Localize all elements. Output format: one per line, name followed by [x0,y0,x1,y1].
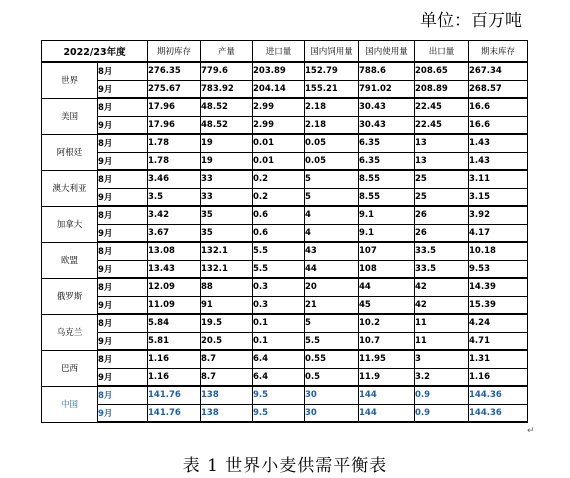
value-cell: 25 [415,188,469,206]
column-header: 出口量 [415,41,469,63]
value-cell: 1.16 [148,350,201,368]
value-cell: 3.46 [148,170,201,188]
header-row [42,41,528,63]
value-cell: 9.53 [469,260,528,278]
value-cell: 0.3 [253,296,305,314]
table-row [42,152,528,170]
table-row [42,98,528,116]
value-cell: 2.99 [253,98,305,116]
value-cell: 1.16 [469,368,528,386]
value-cell: 42 [415,278,469,296]
table-row [42,242,528,260]
value-cell: 15.39 [469,296,528,314]
value-cell: 6.35 [359,134,415,152]
month-cell: 9月 [98,404,148,422]
value-cell: 20.5 [201,332,253,350]
value-cell: 10.18 [469,242,528,260]
value-cell: 13.43 [148,260,201,278]
value-cell: 5.5 [253,242,305,260]
month-cell: 8月 [98,170,148,188]
month-cell: 9月 [98,368,148,386]
value-cell: 141.76 [148,386,201,404]
value-cell: 208.89 [415,80,469,98]
value-cell: 22.45 [415,116,469,134]
value-cell: 48.52 [201,116,253,134]
month-cell: 8月 [98,206,148,224]
value-cell: 0.5 [305,368,359,386]
month-cell: 9月 [98,224,148,242]
country-cell: 澳大利亚 [42,170,98,206]
country-cell: 欧盟 [42,242,98,278]
value-cell: 783.92 [201,80,253,98]
value-cell: 33.5 [415,242,469,260]
value-cell: 108 [359,260,415,278]
value-cell: 5.5 [253,260,305,278]
value-cell: 5 [305,314,359,332]
value-cell: 10.7 [359,332,415,350]
value-cell: 144.36 [469,386,528,404]
value-cell: 11 [415,314,469,332]
value-cell: 20 [305,278,359,296]
value-cell: 0.6 [253,206,305,224]
country-cell: 中国 [42,386,98,422]
value-cell: 17.96 [148,116,201,134]
value-cell: 0.05 [305,134,359,152]
country-cell: 世界 [42,62,98,98]
value-cell: 9.5 [253,404,305,422]
table-row [42,170,528,188]
value-cell: 155.21 [305,80,359,98]
value-cell: 4.17 [469,224,528,242]
value-cell: 1.43 [469,152,528,170]
value-cell: 0.1 [253,314,305,332]
value-cell: 5 [305,188,359,206]
value-cell: 91 [201,296,253,314]
value-cell: 0.6 [253,224,305,242]
value-cell: 144.36 [469,404,528,422]
table-row [42,80,528,98]
country-cell: 美国 [42,98,98,134]
column-header: 期末库存 [469,41,528,63]
value-cell: 48.52 [201,98,253,116]
value-cell: 13.08 [148,242,201,260]
value-cell: 0.9 [415,404,469,422]
value-cell: 8.55 [359,188,415,206]
value-cell: 4 [305,206,359,224]
value-cell: 5 [305,170,359,188]
value-cell: 44 [359,278,415,296]
column-header: 国内使用量 [359,41,415,63]
table-row [42,278,528,296]
value-cell: 3 [415,350,469,368]
month-cell: 9月 [98,116,148,134]
value-cell: 26 [415,224,469,242]
month-cell: 9月 [98,296,148,314]
value-cell: 17.96 [148,98,201,116]
table-row [42,188,528,206]
table-row [42,296,528,314]
country-cell: 乌克兰 [42,314,98,350]
value-cell: 11.95 [359,350,415,368]
value-cell: 13 [415,134,469,152]
table-row [42,134,528,152]
month-cell: 8月 [98,350,148,368]
value-cell: 0.9 [415,386,469,404]
table-row [42,260,528,278]
value-cell: 8.7 [201,368,253,386]
value-cell: 203.89 [253,62,305,80]
value-cell: 13 [415,152,469,170]
value-cell: 276.35 [148,62,201,80]
value-cell: 0.01 [253,152,305,170]
value-cell: 19 [201,152,253,170]
value-cell: 0.3 [253,278,305,296]
value-cell: 35 [201,224,253,242]
value-cell: 152.79 [305,62,359,80]
value-cell: 138 [201,386,253,404]
value-cell: 33 [201,170,253,188]
month-cell: 8月 [98,134,148,152]
table-caption: 表 1 世界小麦供需平衡表 [182,456,388,476]
value-cell: 0.2 [253,188,305,206]
value-cell: 791.02 [359,80,415,98]
table-body [42,62,528,422]
table-row [42,386,528,404]
value-cell: 1.31 [469,350,528,368]
value-cell: 204.14 [253,80,305,98]
value-cell: 9.1 [359,224,415,242]
value-cell: 2.18 [305,98,359,116]
table-row [42,332,528,350]
wheat-balance-table [41,40,528,423]
column-header: 产量 [201,41,253,63]
value-cell: 22.45 [415,98,469,116]
value-cell: 26 [415,206,469,224]
value-cell: 3.67 [148,224,201,242]
value-cell: 208.65 [415,62,469,80]
corner-header: 2022/23年度 [42,41,148,63]
value-cell: 3.92 [469,206,528,224]
table-row [42,62,528,80]
month-cell: 9月 [98,188,148,206]
value-cell: 19 [201,134,253,152]
value-cell: 0.2 [253,170,305,188]
value-cell: 16.6 [469,116,528,134]
table-row [42,404,528,422]
month-cell: 8月 [98,278,148,296]
value-cell: 4.24 [469,314,528,332]
value-cell: 3.5 [148,188,201,206]
value-cell: 138 [201,404,253,422]
value-cell: 144 [359,404,415,422]
table-row [42,116,528,134]
value-cell: 11.9 [359,368,415,386]
value-cell: 6.4 [253,350,305,368]
value-cell: 1.78 [148,152,201,170]
value-cell: 14.39 [469,278,528,296]
value-cell: 4 [305,224,359,242]
country-cell: 加拿大 [42,206,98,242]
value-cell: 3.42 [148,206,201,224]
value-cell: 5.5 [305,332,359,350]
value-cell: 268.57 [469,80,528,98]
value-cell: 30.43 [359,98,415,116]
value-cell: 141.76 [148,404,201,422]
value-cell: 2.99 [253,116,305,134]
value-cell: 0.05 [305,152,359,170]
value-cell: 107 [359,242,415,260]
value-cell: 5.81 [148,332,201,350]
value-cell: 30.43 [359,116,415,134]
value-cell: 779.6 [201,62,253,80]
value-cell: 30 [305,404,359,422]
table-row [42,314,528,332]
month-cell: 8月 [98,98,148,116]
value-cell: 88 [201,278,253,296]
unit-label: 单位：百万吨 [420,11,522,31]
value-cell: 0.55 [305,350,359,368]
value-cell: 6.4 [253,368,305,386]
value-cell: 9.5 [253,386,305,404]
table-row [42,368,528,386]
value-cell: 42 [415,296,469,314]
month-cell: 8月 [98,62,148,80]
value-cell: 8.7 [201,350,253,368]
value-cell: 9.1 [359,206,415,224]
value-cell: 0.1 [253,332,305,350]
value-cell: 11 [415,332,469,350]
country-cell: 阿根廷 [42,134,98,170]
value-cell: 25 [415,170,469,188]
month-cell: 9月 [98,152,148,170]
month-cell: 9月 [98,80,148,98]
value-cell: 788.6 [359,62,415,80]
month-cell: 8月 [98,242,148,260]
value-cell: 33.5 [415,260,469,278]
table-row [42,350,528,368]
country-cell: 巴西 [42,350,98,386]
value-cell: 3.15 [469,188,528,206]
value-cell: 45 [359,296,415,314]
value-cell: 8.55 [359,170,415,188]
value-cell: 132.1 [201,242,253,260]
value-cell: 0.01 [253,134,305,152]
column-header: 期初库存 [148,41,201,63]
value-cell: 44 [305,260,359,278]
table-row [42,224,528,242]
month-cell: 8月 [98,314,148,332]
value-cell: 43 [305,242,359,260]
country-cell: 俄罗斯 [42,278,98,314]
value-cell: 16.6 [469,98,528,116]
value-cell: 144 [359,386,415,404]
month-cell: 8月 [98,386,148,404]
value-cell: 132.1 [201,260,253,278]
value-cell: 5.84 [148,314,201,332]
value-cell: 275.67 [148,80,201,98]
return-mark-icon: ↵ [527,426,535,436]
value-cell: 11.09 [148,296,201,314]
value-cell: 1.78 [148,134,201,152]
value-cell: 33 [201,188,253,206]
value-cell: 30 [305,386,359,404]
month-cell: 9月 [98,332,148,350]
table-row [42,206,528,224]
value-cell: 267.34 [469,62,528,80]
value-cell: 10.2 [359,314,415,332]
value-cell: 12.09 [148,278,201,296]
value-cell: 2.18 [305,116,359,134]
value-cell: 1.16 [148,368,201,386]
value-cell: 3.2 [415,368,469,386]
value-cell: 6.35 [359,152,415,170]
value-cell: 4.71 [469,332,528,350]
column-header: 国内饲用量 [305,41,359,63]
value-cell: 3.11 [469,170,528,188]
month-cell: 9月 [98,260,148,278]
value-cell: 35 [201,206,253,224]
value-cell: 21 [305,296,359,314]
column-header: 进口量 [253,41,305,63]
value-cell: 19.5 [201,314,253,332]
value-cell: 1.43 [469,134,528,152]
